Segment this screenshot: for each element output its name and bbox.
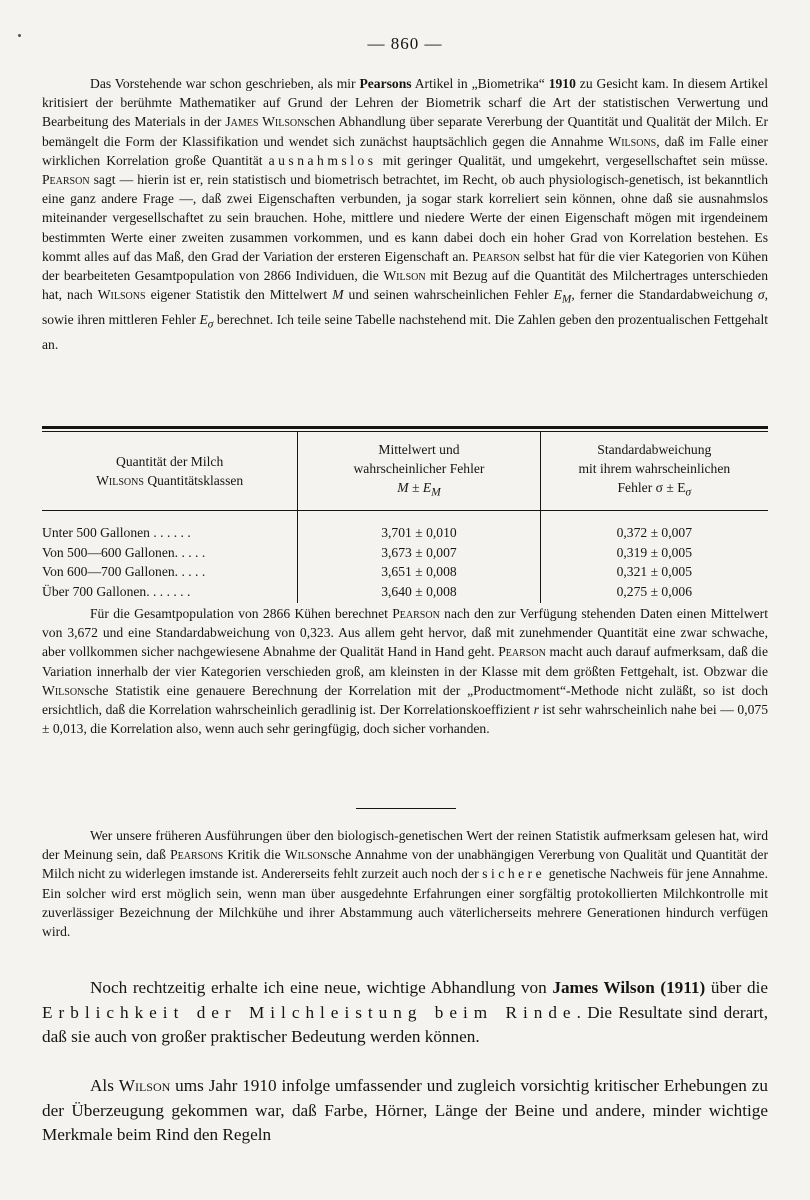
text-run: sche Statistik eine genauere Berechnung der Korrelation mit der „Productmoment“-Methode nicht zuläßt, so ist doch ersichtlich, daß die Korrelation wahrscheinlich geradlinig ist. Der Korrelationskoeffizient — [42, 682, 768, 718]
symbol: σ — [757, 287, 765, 303]
text-run: mit geringer Qualität, und umgekehrt, vergesellschaftet sein müsse. — [376, 152, 768, 168]
author-name: Pearson — [42, 172, 90, 188]
table-header — [42, 432, 768, 510]
table-cell: 3,640 ± 0,008 — [381, 583, 457, 599]
author-name: Pearson — [498, 644, 546, 660]
table-body — [42, 511, 768, 603]
formula-subscript: M — [431, 486, 441, 499]
text-run: Noch rechtzeitig erhalte ich eine neue, wichtige Abhandlung von — [90, 978, 553, 997]
column-std — [540, 511, 768, 603]
author-name: Pearsons — [170, 847, 224, 863]
year: 1910 — [548, 76, 576, 91]
formula-subscript: σ — [685, 486, 692, 499]
table-cell: 3,701 ± 0,010 — [381, 525, 457, 540]
author-name: Wilson — [42, 682, 85, 698]
symbol-subscript: σ — [207, 318, 214, 331]
text-run: sagt — hierin ist er, rein statistisch und biometrisch betrachtet, im Recht, ob auch physiologisch-genetisch, ist bekanntlich eine ganz andere Frage —, daß zwei Eigenschaften verbunden, ja sogar stark korreliert sein können, ohne daß sie ausnahmslos miteinander vergesellschaftet zu sein brauchen. Hohe, mittlere und niedere Werte der einen Eigenschaft mögen mit irgendeinem bestimmten Werte einer zweiten zusammen vorkommen, und es kann dabei doch ein hoher Grad von Korrelation bestehen. Es kommt alles auf das Maß, den Grad der Variation der ersteren Eigenschaft an. — [42, 172, 768, 264]
table-cell: 0,321 ± 0,005 — [616, 564, 693, 579]
author-name: James Wilson (1911) — [552, 978, 706, 997]
text-run: Artikel in „Biometrika“ — [411, 76, 549, 91]
header-formula — [298, 478, 539, 503]
author-name: Pearsons — [359, 76, 412, 91]
text-run: selbst hat für die vier Kategorien von Kühen der bearbeiteten Gesamtpopulation von 2866 Individuen, die — [42, 248, 768, 284]
author-name: Pearson — [392, 606, 440, 621]
text-run: ums Jahr 1910 infolge umfassender und zugleich vorsichtig kritischer Erhebungen zu der Überzeugung gekommen war, daß Farbe, Hörner, Länge der Beine und andere, minder wichtige Merkmale beim Rind den Regeln — [42, 1076, 768, 1145]
table-cell: 3,651 ± 0,008 — [381, 564, 457, 579]
formula: Fehler σ ± E — [617, 479, 686, 495]
symbol: r — [533, 702, 539, 718]
author-name: Wilsons — [96, 473, 144, 488]
text-run: Als — [90, 1076, 119, 1095]
author-name: Wilson — [284, 847, 328, 863]
text-run: genetische Nachweis für jene Annahme. Ein solcher wird erst möglich sein, wenn man über ausgedehnte Erfahrungen einer sorgfältig protokollierten Milchkontrolle mit zuverlässiger Bezeichnung der Milchkühe und ihrer Abstammung auch väterlicherseits mehrere Generationen hindurch verfügen wird. — [42, 866, 768, 940]
table-cell: 3,673 ± 0,007 — [381, 544, 457, 560]
header-text: Mittelwert und — [378, 441, 460, 457]
text-run: mit Bezug auf die Quantität des Milchertrages unterschieden hat, nach — [42, 268, 768, 303]
header-text: Standardabweichung — [597, 441, 712, 457]
symbol: E — [553, 287, 562, 303]
text-run: über die — [705, 978, 768, 997]
symbol-subscript: M — [561, 293, 572, 306]
header-text: Quantitätsklassen — [143, 473, 244, 488]
table-cell: 0,372 ± 0,007 — [616, 525, 693, 540]
header-text: Quantität der Milch — [116, 454, 224, 469]
table-top-rule — [42, 426, 768, 429]
text-run: macht auch darauf aufmerksam, daß die Variation innerhalb der vier Kategorien verschieden groß, am kleinsten in der Klasse mit dem größten Fettgehalt, ist. Obzwar die — [42, 644, 768, 679]
text-run: eigener Statistik den Mittelwert — [145, 287, 333, 303]
text-run: Für die Gesamtpopulation von 2866 Kühen berechnet — [90, 606, 393, 621]
emphasis: ausnahmslos — [268, 152, 377, 168]
table-cell: Über 700 Gallonen. . . . . . . — [42, 583, 191, 599]
author-name: Pearson — [472, 248, 520, 264]
text-run: , sowie ihren mittleren Fehler — [42, 287, 768, 328]
table-cell: Von 500—600 Gallonen. . . . . — [42, 544, 206, 560]
section-divider — [356, 808, 456, 809]
intro-paragraph — [42, 74, 768, 354]
text-run: berechnet. Ich teile seine Tabelle nachstehend mit. Die Zahlen geben den prozentualischen Fettgehalt an. — [42, 312, 768, 353]
header-text: mit ihrem wahrscheinlichen — [578, 460, 731, 476]
text-run: und seinen wahrscheinlichen Fehler — [343, 287, 554, 303]
symbol: E — [199, 312, 208, 328]
text-run: sche Annahme von der unabhängigen Vererbung von Qualität und Quantität der Milch nicht zu widerlegen imstande ist. Andererseits fehlt zurzeit auch noch der — [42, 847, 768, 882]
table-cell: Unter 500 Gallonen . . . . . . — [42, 525, 191, 540]
header-quantity-class — [42, 432, 297, 510]
emphasis: Erblichkeit der Milchleistung beim Rinde — [42, 1002, 577, 1022]
symbol: M — [332, 287, 344, 303]
header-mean — [297, 432, 539, 510]
header-text — [42, 471, 297, 490]
text-run: Wer unsere früheren Ausführungen über den biologisch-genetischen Wert der reinen Statistik aufmerksam gelesen hat, wird der Meinung sein, daß — [42, 828, 768, 863]
formula: M ± E — [397, 479, 432, 495]
author-name: Wilson — [383, 268, 426, 284]
text-run: zu Gesicht kam. In diesem Artikel kritisiert der berühmte Mathematiker auf Grund der Lehren der Biometrik scharf die Art der statistischen Verwertung und Bearbeitung des Materials in der — [42, 76, 768, 130]
header-formula — [541, 478, 768, 503]
table-cell: 0,275 ± 0,006 — [616, 583, 693, 599]
table-cell: 0,319 ± 0,005 — [616, 544, 693, 560]
statistics-table — [42, 426, 768, 603]
text-run: Kritik die — [223, 847, 285, 863]
header-text: wahrscheinlicher Fehler — [353, 460, 485, 476]
after-table-paragraph — [42, 604, 768, 738]
page-number: — 860 — — [367, 34, 443, 53]
text-run: ist sehr wahrscheinlich nahe bei — 0,075 ± 0,013, die Korrelation also, wenn auch sehr geringfügig, doch sicher vorhanden. — [42, 702, 769, 737]
text-run: , daß im Falle einer wirklichen Korrelation große Quantität — [42, 133, 768, 168]
text-run: Das Vorstehende war schon geschrieben, als mir — [90, 76, 360, 91]
commentary-paragraph — [42, 826, 768, 941]
author-name: Wilsons — [97, 287, 146, 303]
text-run: nach den zur Verfügung stehenden Daten einen Mittelwert von 3,672 und eine Standardabweichung von 0,323. Aus allem geht hervor, daß mit zunehmender Quantität eine zwar schwache, aber vollkommen sicher nachgewiesene Abnahme der Qualität Hand in Hand geht. — [42, 606, 768, 660]
text-run: , ferner die Standardabweichung — [571, 287, 758, 303]
emphasis: sichere — [482, 866, 546, 882]
author-name: Wilsons — [608, 133, 657, 149]
table-cell: Von 600—700 Gallonen. . . . . — [42, 564, 206, 579]
body-paragraph-noch — [42, 976, 768, 1050]
column-class — [42, 511, 297, 603]
author-name: James Wilson — [225, 114, 305, 130]
text-run: schen Abhandlung über separate Vererbung der Quantität und Qualität der Milch. Er bemängelt die Form der Klassifikation und wendet sich zunächst hauptsächlich gegen die Annahme — [42, 114, 768, 149]
author-name: Wilson — [118, 1076, 171, 1095]
text-run: . Die Resultate sind derart, daß sie auch von großer praktischer Bedeutung werden können. — [42, 1002, 768, 1047]
body-paragraph-als — [42, 1074, 768, 1148]
header-std — [540, 432, 768, 510]
column-mean — [297, 511, 539, 603]
